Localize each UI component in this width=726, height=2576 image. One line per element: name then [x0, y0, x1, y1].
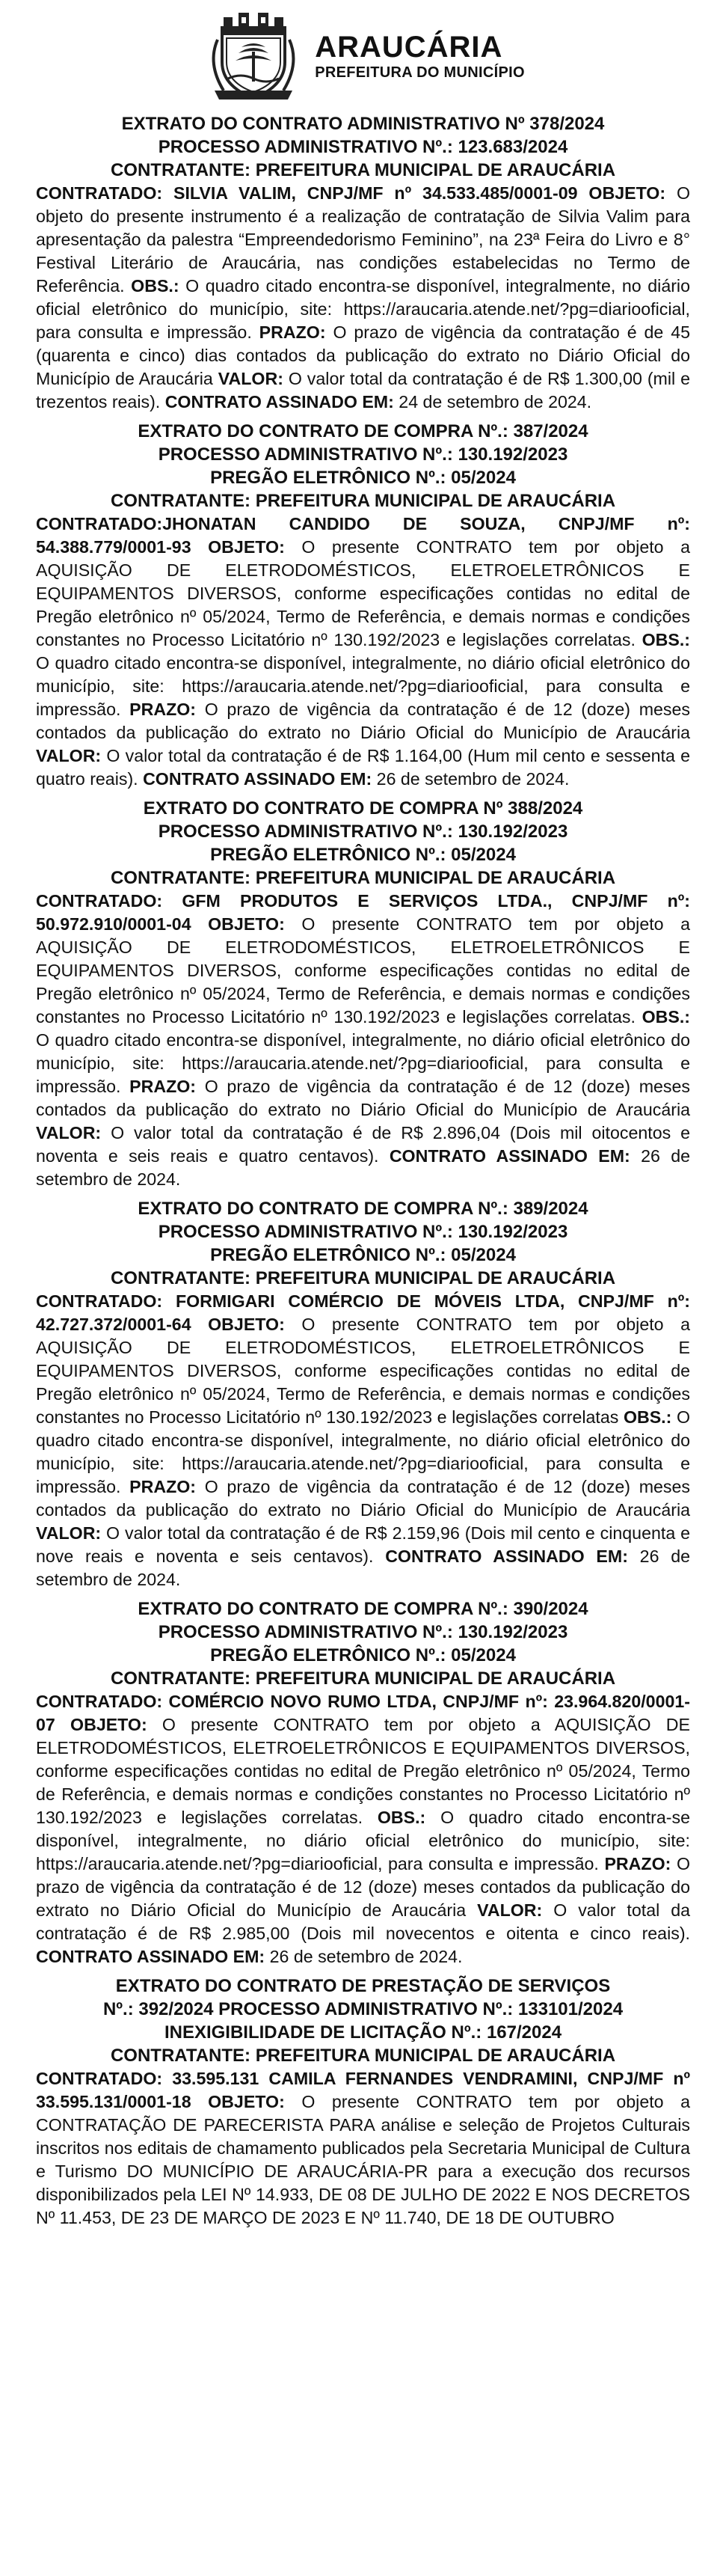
assinado-text: 26 de setembro de 2024. [265, 1947, 463, 1966]
contratante-line: CONTRATANTE: PREFEITURA MUNICIPAL DE ARAUCÁRIA [110, 1268, 616, 1288]
obs-text: O quadro citado encontra-se disponível, integralmente, no diário oficial eletrônico do município, site: https://araucaria.atende.net/?pg=diariooficial, para consulta e impressão. [36, 653, 690, 719]
section-title: EXTRATO DO CONTRATO DE PRESTAÇÃO DE SERVIÇOS [115, 1976, 611, 1996]
contract-extract-388 [36, 797, 690, 1191]
valor-label: VALOR: [477, 1900, 543, 1920]
contratado-label: CONTRATADO: GFM PRODUTOS E SERVIÇOS LTDA., CNPJ/MF nº: 50.972.910/0001-04 [36, 891, 690, 934]
obs-label: OBS.: [642, 1007, 690, 1027]
prazo-label: PRAZO: [604, 1854, 671, 1873]
section-title: PREGÃO ELETRÔNICO Nº.: 05/2024 [210, 1645, 516, 1665]
brand-subtitle: PREFEITURA DO MUNICÍPIO [315, 64, 525, 81]
contratante-line: CONTRATANTE: PREFEITURA MUNICIPAL DE ARAUCÁRIA [110, 2046, 616, 2066]
valor-text: O valor total da contratação é de R$ 2.985,00 (Dois mil novecentos e oitenta e cinco reais). [36, 1900, 690, 1943]
valor-text: O valor total da contratação é de R$ 2.896,04 (Dois mil oitocentos e noventa e seis reais e quatro centavos). [36, 1123, 690, 1166]
objeto-text: O presente CONTRATO tem por objeto a AQUISIÇÃO DE ELETRODOMÉSTICOS, ELETROELETRÔNICOS E EQUIPAMENTOS DIVERSOS, conforme especificações contidas no edital de Pregão eletrônico nº 05/2024, Termo de Referência, e demais normas e condições constantes no Processo Licitatório nº 130.192/2023 e legislações correlatas. [36, 537, 690, 649]
contratante-line: CONTRATANTE: PREFEITURA MUNICIPAL DE ARAUCÁRIA [110, 160, 616, 180]
obs-text: O quadro citado encontra-se disponível, integralmente, no diário oficial eletrônico do município, site: https://araucaria.atende.net/?pg=diariooficial, para consulta e impressão. [36, 1030, 690, 1096]
contract-body [36, 890, 690, 1191]
section-title: EXTRATO DO CONTRATO DE COMPRA Nº.: 389/2024 [138, 1199, 588, 1219]
section-title: Nº.: 392/2024 PROCESSO ADMINISTRATIVO Nº.: 133101/2024 [102, 1999, 624, 2019]
obs-label: OBS.: [131, 276, 179, 296]
contract-extract-378 [36, 112, 690, 414]
prazo-label: PRAZO: [129, 1077, 196, 1096]
obs-text: O quadro citado encontra-se disponível, integralmente, no diário oficial eletrônico do município, site: https://araucaria.atende.net/?pg=diariooficial, para consulta e impressão. [36, 1808, 690, 1873]
section-title: PROCESSO ADMINISTRATIVO Nº.: 123.683/2024 [158, 137, 568, 157]
prazo-text: O prazo de vigência da contratação é de 12 (doze) meses contados da publicação do extrato no Diário Oficial do Município de Araucária [36, 700, 691, 742]
obs-label: OBS.: [377, 1808, 426, 1827]
contratado-label: CONTRATADO: 33.595.131 CAMILA FERNANDES VENDRAMINI, CNPJ/MF nº 33.595.131/0001-18 [36, 2069, 690, 2111]
prazo-text: O prazo de vigência da contratação é de 45 (quarenta e cinco) dias contados da publicação do extrato no Diário Oficial do Município de Araucária [36, 322, 690, 388]
objeto-text: O presente CONTRATO tem por objeto a CONTRATAÇÃO DE PARECERISTA PARA análise e seleção de Projetos Culturais inscritos nos editais de chamamento publicados pela Secretaria Municipal de Cultura e Turismo DO MUNICÍPIO DE ARAUCÁRIA-PR para a execução dos recursos disponibilizados pela LEI Nº 14.933, DE 08 DE JULHO DE 2022 E NOS DECRETOS Nº 11.453, DE 23 DE MARÇO DE 2023 E Nº 11.740, DE 18 DE OUTUBRO [36, 2092, 690, 2227]
objeto-label: OBJETO: [208, 914, 285, 934]
contract-body [36, 513, 690, 791]
section-title: EXTRATO DO CONTRATO DE COMPRA Nº 388/2024 [143, 798, 583, 819]
objeto-label: OBJETO: [588, 183, 666, 203]
objeto-label: OBJETO: [208, 1315, 285, 1334]
objeto-text: O presente CONTRATO tem por objeto a AQUISIÇÃO DE ELETRODOMÉSTICOS, ELETROELETRÔNICOS E EQUIPAMENTOS DIVERSOS, conforme especificações contidas no edital de Pregão eletrônico nº 05/2024, Termo de Referência, e demais normas e condições constantes no Processo Licitatório nº 130.192/2023 e legislações correlatas. [36, 1715, 690, 1827]
objeto-text: O presente CONTRATO tem por objeto a AQUISIÇÃO DE ELETRODOMÉSTICOS, ELETROELETRÔNICOS E EQUIPAMENTOS DIVERSOS, conforme especificações contidas no edital de Pregão eletrônico nº 05/2024, Termo de Referência, e demais normas e condições constantes no Processo Licitatório nº 130.192/2023 e legislações correlatas [36, 1315, 690, 1427]
objeto-label: OBJETO: [208, 537, 285, 557]
contract-body [36, 182, 690, 414]
section-title: INEXIGIBILIDADE DE LICITAÇÃO Nº.: 167/2024 [164, 2022, 562, 2043]
contratante-line: CONTRATANTE: PREFEITURA MUNICIPAL DE ARAUCÁRIA [110, 868, 616, 888]
obs-text: O quadro citado encontra-se disponível, integralmente, no diário oficial eletrônico do município, site: https://araucaria.atende.net/?pg=diariooficial, para consulta e impressão. [36, 276, 690, 342]
assinado-label: CONTRATO ASSINADO EM: [36, 1947, 265, 1966]
contract-extract-389 [36, 1197, 690, 1591]
section-title: EXTRATO DO CONTRATO ADMINISTRATIVO Nº 378/2024 [121, 114, 605, 134]
contratado-label: CONTRATADO: SILVIA VALIM, CNPJ/MF nº 34.533.485/0001-09 [36, 183, 578, 203]
section-title: PROCESSO ADMINISTRATIVO Nº.: 130.192/2023 [158, 822, 568, 842]
contract-body [36, 2067, 690, 2230]
objeto-label: OBJETO: [70, 1715, 147, 1734]
section-title: EXTRATO DO CONTRATO DE COMPRA Nº.: 390/2024 [138, 1599, 588, 1619]
valor-text: O valor total da contratação é de R$ 1.300,00 (mil e trezentos reais). [36, 369, 690, 412]
obs-label: OBS.: [642, 630, 690, 649]
assinado-label: CONTRATO ASSINADO EM: [389, 1146, 630, 1166]
valor-label: VALOR: [36, 1523, 102, 1543]
assinado-text: 26 de setembro de 2024. [36, 1146, 690, 1189]
contratante-line: CONTRATANTE: PREFEITURA MUNICIPAL DE ARAUCÁRIA [110, 491, 616, 511]
section-title: PREGÃO ELETRÔNICO Nº.: 05/2024 [210, 468, 516, 488]
objeto-label: OBJETO: [208, 2092, 285, 2111]
valor-text: O valor total da contratação é de R$ 2.159,96 (Dois mil cento e cinquenta e nove reais e noventa e seis centavos). [36, 1523, 690, 1566]
obs-label: OBS.: [623, 1407, 672, 1427]
contratado-label: CONTRATADO:JHONATAN CANDIDO DE SOUZA, CNPJ/MF nº: 54.388.779/0001-93 [36, 514, 690, 557]
assinado-label: CONTRATO ASSINADO EM: [143, 769, 372, 789]
valor-text: O valor total da contratação é de R$ 1.164,00 (Hum mil cento e sessenta e quatro reais). [36, 746, 690, 789]
section-title: PROCESSO ADMINISTRATIVO Nº.: 130.192/2023 [158, 1622, 568, 1642]
contratante-line: CONTRATANTE: PREFEITURA MUNICIPAL DE ARAUCÁRIA [110, 1668, 616, 1689]
contract-extract-387 [36, 420, 690, 791]
brand-block [315, 32, 525, 80]
contratado-label: CONTRATADO: COMÉRCIO NOVO RUMO LTDA, CNPJ/MF nº: 23.964.820/0001-07 [36, 1692, 690, 1734]
assinado-label: CONTRATO ASSINADO EM: [164, 392, 394, 412]
section-title: PROCESSO ADMINISTRATIVO Nº.: 130.192/2023 [158, 444, 568, 465]
brand-name: ARAUCÁRIA [315, 31, 503, 64]
assinado-label: CONTRATO ASSINADO EM: [385, 1546, 628, 1566]
valor-label: VALOR: [218, 369, 283, 388]
objeto-text: O presente CONTRATO tem por objeto a AQUISIÇÃO DE ELETRODOMÉSTICOS, ELETROELETRÔNICOS E EQUIPAMENTOS DIVERSOS, conforme especificações contidas no edital de Pregão eletrônico nº 05/2024, Termo de Referência, e demais normas e condições constantes no Processo Licitatório nº 130.192/2023 e legislações correlatas. [36, 914, 690, 1027]
prazo-text: O prazo de vigência da contratação é de 12 (doze) meses contados da publicação do extrato no Diário Oficial do Município de Araucária [36, 1077, 691, 1119]
prazo-label: PRAZO: [129, 1477, 196, 1496]
section-title: PROCESSO ADMINISTRATIVO Nº.: 130.192/2023 [158, 1222, 568, 1242]
obs-text: O quadro citado encontra-se disponível, integralmente, no diário oficial eletrônico do município, site: https://araucaria.atende.net/?pg=diariooficial, para consulta e impressão. [36, 1407, 691, 1496]
objeto-text: O objeto do presente instrumento é a realização de contratação de Silvia Valim para apresentação da palestra “Empreendedorismo Feminino”, na 23ª Feira do Livro e 8° Festival Literário de Araucária, nas condições estabelecidas no Termo de Referência. [36, 183, 690, 296]
valor-label: VALOR: [36, 746, 102, 765]
contract-body [36, 1690, 690, 1968]
assinado-text: 24 de setembro de 2024. [393, 392, 592, 412]
contract-extract-390 [36, 1597, 690, 1968]
prazo-label: PRAZO: [259, 322, 326, 342]
prazo-text: O prazo de vigência da contratação é de 12 (doze) meses contados da publicação do extrato no Diário Oficial do Município de Araucária [36, 1854, 690, 1920]
valor-label: VALOR: [36, 1123, 102, 1142]
assinado-text: 26 de setembro de 2024. [372, 769, 570, 789]
assinado-text: 26 de setembro de 2024. [36, 1546, 690, 1589]
section-title: EXTRATO DO CONTRATO DE COMPRA Nº.: 387/2024 [138, 421, 588, 441]
contratado-label: CONTRATADO: FORMIGARI COMÉRCIO DE MÓVEIS LTDA, CNPJ/MF nº: 42.727.372/0001-64 [36, 1291, 690, 1334]
section-title: PREGÃO ELETRÔNICO Nº.: 05/2024 [210, 845, 516, 865]
municipal-crest-icon [201, 10, 306, 103]
contract-body [36, 1290, 690, 1591]
prazo-label: PRAZO: [129, 700, 196, 719]
section-title: PREGÃO ELETRÔNICO Nº.: 05/2024 [210, 1245, 516, 1265]
contract-extract-392 [36, 1974, 690, 2230]
prazo-text: O prazo de vigência da contratação é de 12 (doze) meses contados da publicação do extrato no Diário Oficial do Município de Araucária [36, 1477, 691, 1520]
page-header [36, 0, 690, 106]
